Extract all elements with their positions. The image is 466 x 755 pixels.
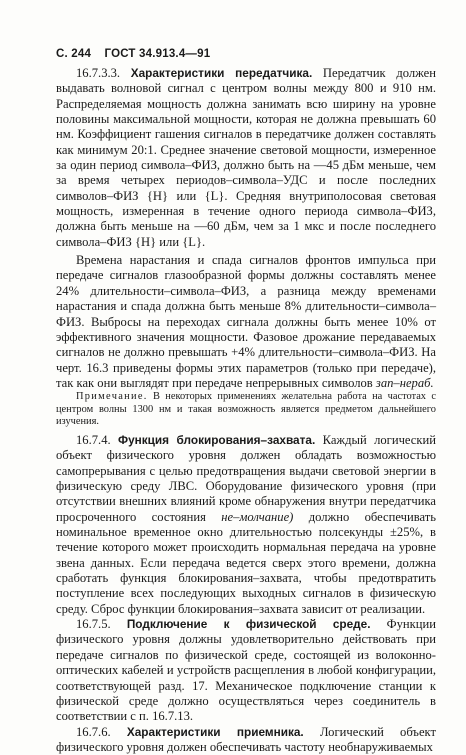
- note-label: Примечание.: [76, 391, 148, 403]
- section-title: Функция блокирования–захвата.: [118, 433, 316, 447]
- section-number: 16.7.3.3.: [76, 66, 121, 80]
- section-16-7-4: [56, 433, 436, 617]
- italic-term: не–молчание): [221, 509, 294, 524]
- section-text: Передатчик должен выдавать волновой сигнал с центром волны между 800 и 910 нм. Распределяемая мощность должна занимать всю ширину на уровне половины максимальной мощности, которая не должна превышать 60 нм. Коэффициент гашения сигналов в передатчике должен составлять как минимум 20:1. Среднее значение световой мощности, измеренное за один период символа–ФИЗ, должно быть на —45 дБм меньше, чем за время четырех периодов–символа–УДС и после последних символов–ФИЗ {Н} или {L}. Средняя внутриполосовая световая мощность, измеренная в течение одного периода символа–ФИЗ, должна быть меньше на —60 дБм, чем за 1 мкс и после последнего символа–ФИЗ {Н} или {L}.: [56, 66, 437, 249]
- standard-code: ГОСТ 34.913.4—91: [104, 48, 211, 60]
- note-text: В некоторых применениях желательна работа на частотах с центром волны 1300 нм и такая возможность является предметом дальнейшего изучения.: [56, 391, 436, 428]
- page-number: С. 244: [56, 48, 92, 60]
- note: [56, 391, 436, 429]
- section-number: 16.7.4.: [76, 433, 111, 447]
- page-header: [56, 48, 436, 60]
- section-title: Подключение к физической среде.: [126, 617, 371, 632]
- section-text: Функции физического уровня должны удовлетворительно действовать при передаче сигналов по физической среде, состоящей из волоконно-оптических кабелей и устройств расщепления в любой конфигурации, соответствующей разд. 17. Механическое подключение станции к физической среде должно осуществляться через соединитель в соответствии с п. 16.7.13.: [56, 617, 436, 724]
- section-number: 16.7.5.: [76, 617, 111, 632]
- section-text: Каждый логический объект физического уровня должен обладать возможностью самопрерывания с целью предотвращения выдачи световой энергии в физическую среду ЛВС. Оборудование физического уровня (при отсутствии внешних влияний кроме обнаружения внутри передатчика просроченного состояния: [56, 433, 436, 524]
- paragraph-text: Времена нарастания и спада сигналов фронтов импульса при передаче сигналов глазообразной формы должны составлять менее 24% длительности–символа–ФИЗ, а разница между временами нарастания и спада должна быть меньше 8% длительности–символа–ФИЗ. Выбросы на переходах сигнала должны быть менее 10% от эффективного значения мощности. Фазовое дрожание передаваемых сигналов не должно превышать +4% длительности–символа–ФИЗ. На черт. 16.3 приведены формы этих параметров (только при передаче), так как они выглядят при передаче непрерывных символов: [56, 253, 436, 390]
- section-title: Характеристики приемника.: [126, 724, 304, 739]
- section-text-continued: должно обеспечивать номинальное временное окно длительностью полсекунды ±25%, в течение которого может происходить нормальная передача на уровне звена данных. Если передача ведется сверх этого времени, должна сработать функция блокирования–захвата, чтобы предотвратить поступление всех последующих выходных сигналов в физическую среду. Сброс функции блокирования–захвата зависит от реализации.: [56, 509, 436, 616]
- italic-term: зап–нераб.: [375, 375, 434, 390]
- section-16-7-3-3: [56, 66, 436, 250]
- section-16-7-6: [56, 725, 436, 755]
- section-title: Характеристики передатчика.: [130, 66, 313, 80]
- section-number: 16.7.6.: [76, 724, 111, 739]
- paragraph-rise-fall-times: [56, 253, 436, 391]
- section-16-7-5: [56, 617, 436, 724]
- section-text: Логический объект физического уровня должен обеспечивать частоту необнаруживаемых: [56, 724, 436, 754]
